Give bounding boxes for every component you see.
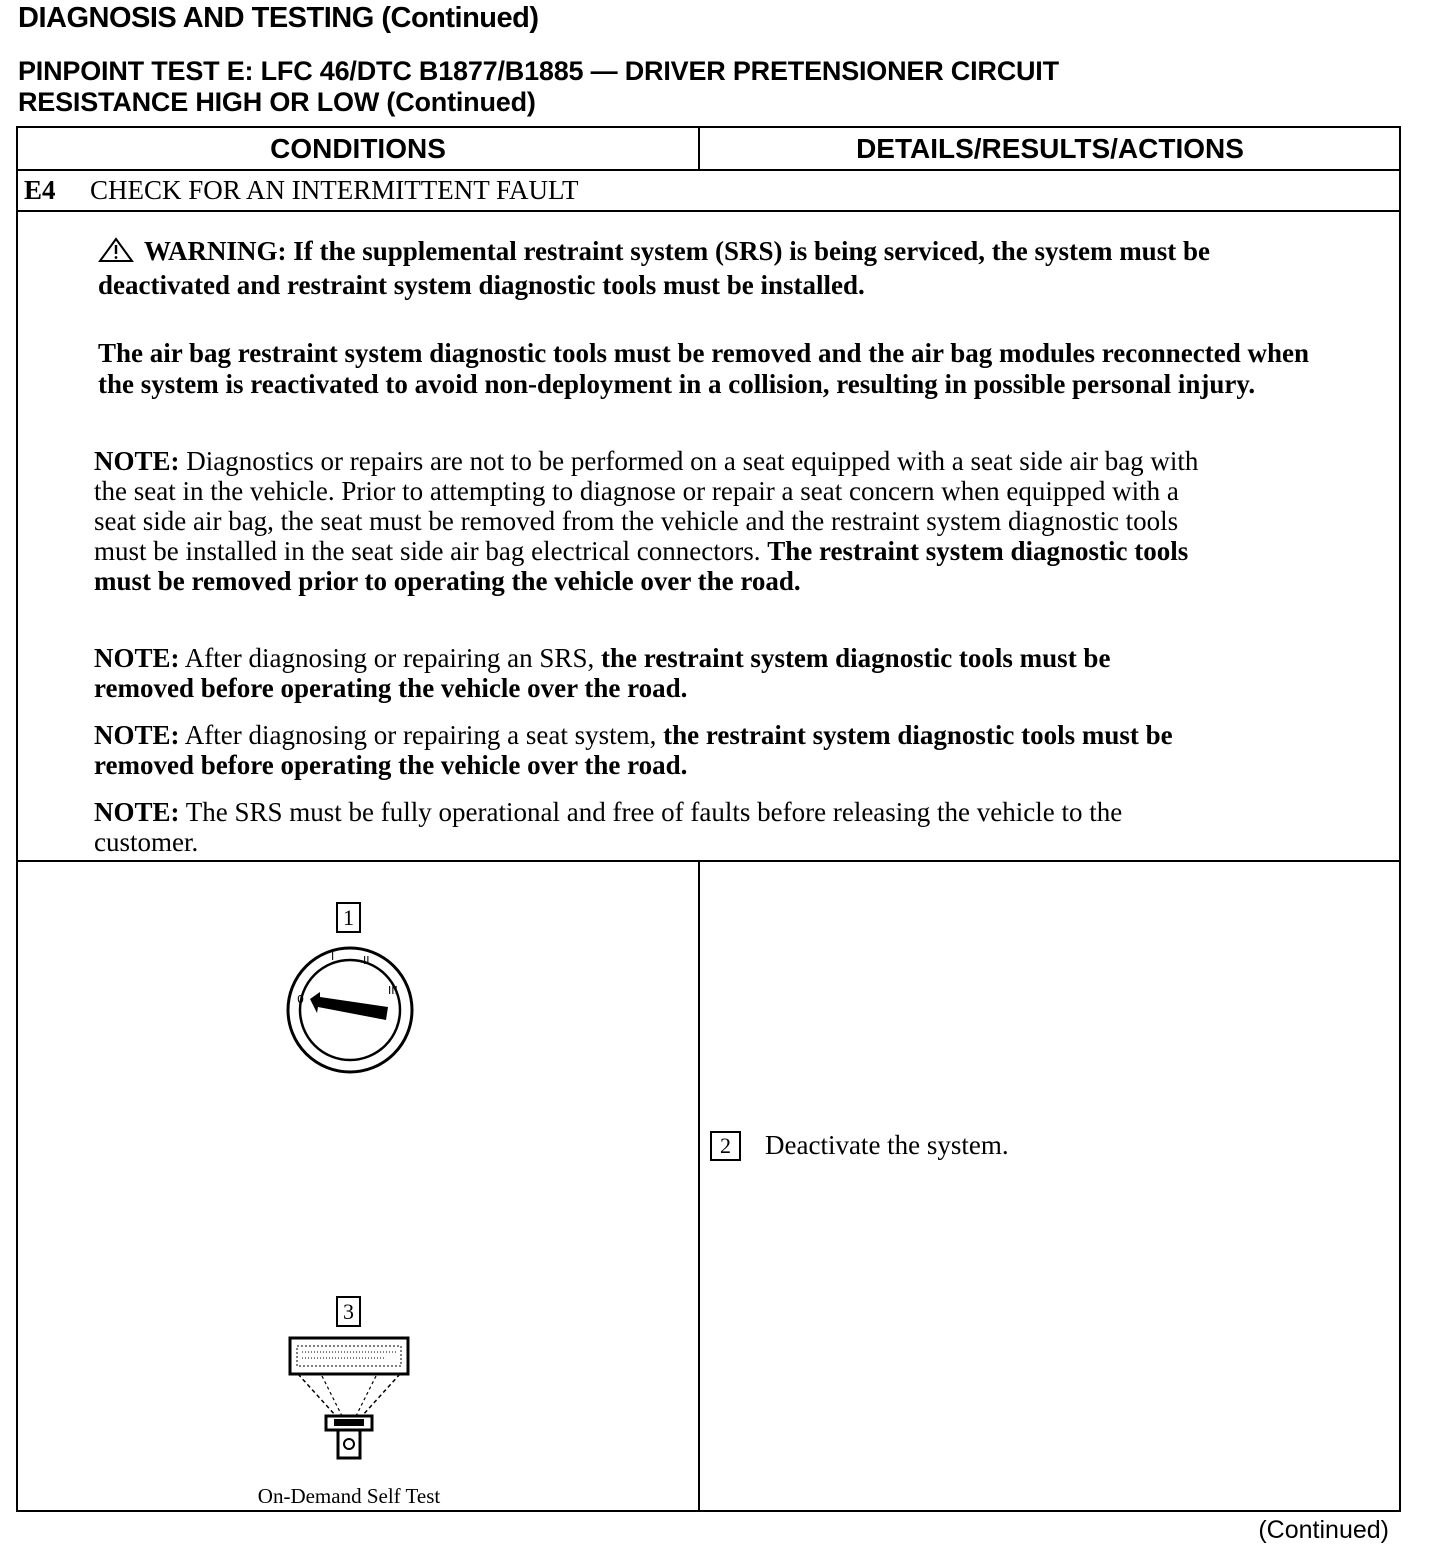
note-2	[94, 643, 1204, 703]
scan-tool-icon	[288, 1336, 412, 1465]
column-divider	[698, 128, 700, 170]
note-text: After diagnosing or repairing a seat system,	[179, 720, 664, 750]
note-1	[94, 446, 1204, 596]
ignition-mark-2: II	[363, 954, 370, 967]
callout-1: 1	[336, 902, 361, 933]
ignition-mark-3: III	[388, 984, 398, 997]
image-caption: On-Demand Self Test	[257, 1484, 441, 1508]
warning-block	[98, 236, 1348, 301]
step-divider	[18, 210, 1399, 212]
warning-triangle-icon	[98, 237, 134, 270]
test-title	[18, 56, 1059, 118]
step-id: E4	[24, 175, 56, 205]
test-title-line-1: PINPOINT TEST E: LFC 46/DTC B1877/B1885 — DRIVER PRETENSIONER CIRCUIT	[18, 56, 1059, 86]
ignition-switch-icon	[280, 940, 420, 1085]
callout-2: 2	[710, 1131, 741, 1161]
note-text: The SRS must be fully operational and free of faults before releasing the vehicle to the customer.	[94, 797, 1123, 857]
test-title-line-2: RESISTANCE HIGH OR LOW (Continued)	[18, 87, 536, 117]
step-row	[24, 175, 579, 206]
note-label: NOTE:	[94, 643, 180, 673]
note-bold-text: The restraint system diagnostic tools must be removed prior to operating the vehicle over the road.	[94, 536, 1189, 596]
note-label: NOTE:	[94, 446, 180, 476]
note-bold-text: the restraint system diagnostic tools must be removed before operating the vehicle over the road.	[94, 643, 1111, 703]
note-text: After diagnosing or repairing an SRS,	[179, 643, 601, 673]
note-4	[94, 797, 1204, 857]
note-bold-text: the restraint system diagnostic tools must be removed before operating the vehicle over the road.	[94, 720, 1173, 780]
header-divider	[18, 169, 1399, 171]
action-step-2	[710, 1130, 1009, 1161]
callout-3: 3	[336, 1296, 361, 1327]
column-header-details: DETAILS/RESULTS/ACTIONS	[856, 133, 1244, 164]
action-text: Deactivate the system.	[765, 1130, 1009, 1160]
section-title: DIAGNOSIS AND TESTING (Continued)	[18, 2, 539, 34]
ignition-mark-1: I	[331, 950, 335, 963]
note-label: NOTE:	[94, 797, 180, 827]
continued-label: (Continued)	[1258, 1516, 1389, 1544]
warning-text: WARNING: If the supplemental restraint system (SRS) is being serviced, the system must be deactivated and restraint system diagnostic tools must be installed.	[98, 236, 1210, 300]
ignition-mark-0: 0	[297, 993, 304, 1006]
pinpoint-test-table	[16, 126, 1401, 1512]
step-title: CHECK FOR AN INTERMITTENT FAULT	[90, 175, 579, 205]
notes-divider	[18, 860, 1399, 862]
warning-text-2: The air bag restraint system diagnostic tools must be removed and the air bag modules reconnected when the system is reactivated to avoid non-deployment in a collision, resulting in possible personal injury.	[98, 338, 1309, 399]
note-3	[94, 720, 1204, 780]
note-label: NOTE:	[94, 720, 180, 750]
column-header-conditions: CONDITIONS	[270, 133, 446, 164]
body-column-divider	[698, 862, 700, 1510]
note-text: Diagnostics or repairs are not to be performed on a seat equipped with a seat side air bag with the seat in the vehicle. Prior to attempting to diagnose or repair a seat concern when equipped with a seat side air bag, the seat must be removed from the vehicle and the restraint system diagnostic tools must be installed in the seat side air bag electrical connectors.	[94, 446, 1199, 566]
